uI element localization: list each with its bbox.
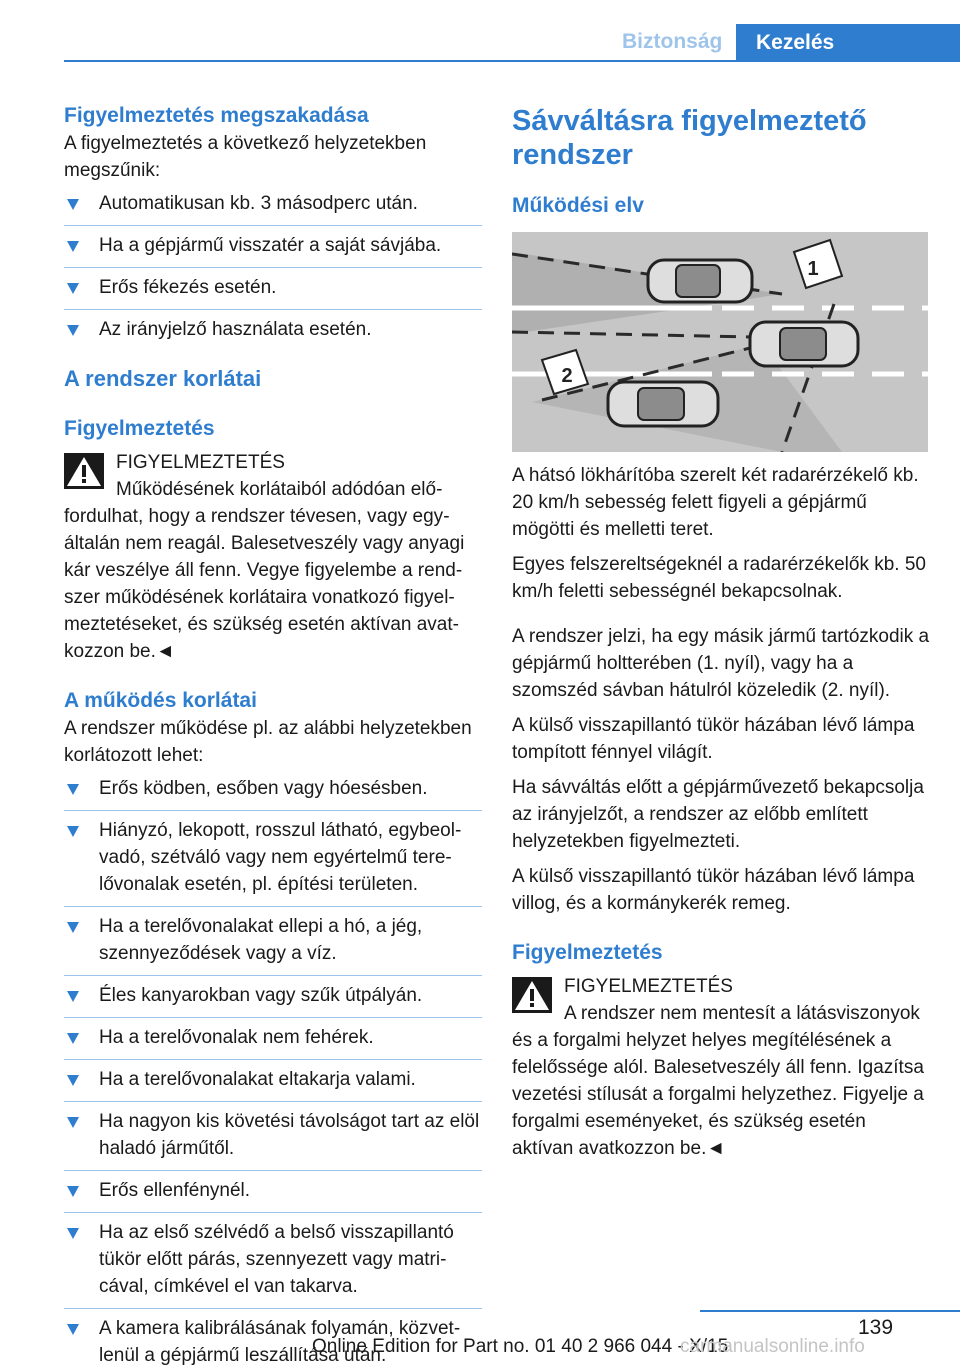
triangle-bullet-icon: [67, 922, 79, 933]
triangle-bullet-icon: [67, 1033, 79, 1044]
triangle-bullet-icon: [67, 325, 79, 336]
paragraph-interrupt: A figyelmeztetés a következő helyzetekben megszűnik:: [64, 133, 427, 181]
heading-warning-right: Figyelmeztetés: [512, 941, 663, 964]
footer-edition: Online Edition for Part no. 01 40 2 966 044 - X/15: [312, 1336, 729, 1357]
watermark: carmanualsonline.info: [680, 1336, 865, 1357]
paragraph-2: Egyes felszereltségeknél a radarérzékelők kb. 50 km/h feletti sebességnél bekapcsolnak.: [512, 554, 927, 602]
lane-change-illustration: [512, 232, 928, 452]
paragraph-1: A hátsó lökhárítóba szerelt két radarérzékelő kb. 20 km/h sebesség felett figyeli a gépjármű mögötti és melletti teret.: [512, 465, 919, 540]
warning-text: Működésének korlátaiból adódóan előfordulhat, hogy a rendszer tévesen, vagy egyáltalán nem reagál. Balesetveszély vagy anyagi kár veszélye áll fenn. Vegye figyelembe a rendszer működésének korlátaira vonatkozó figyelmeztetéseket, és szükség esetén aktívan avatkozzon be.◄: [64, 479, 465, 662]
right-column: [512, 104, 930, 220]
heading-interrupt: Figyelmeztetés megszakadása: [64, 104, 369, 127]
interrupt-list: [64, 190, 482, 343]
triangle-bullet-icon: [67, 826, 79, 837]
paragraph-4: A külső visszapillantó tükör házában lévő lámpa tompított fénnyel világít.: [512, 715, 915, 763]
triangle-bullet-icon: [67, 283, 79, 294]
heading-principle: Működési elv: [512, 194, 644, 217]
triangle-bullet-icon: [67, 1075, 79, 1086]
triangle-bullet-icon: [67, 991, 79, 1002]
list-item: A kamera kalibrálásának folyamán, közvetlenül a gépjármű leszállítása után.: [64, 1315, 482, 1369]
limits-list: [64, 775, 482, 1369]
paragraph-5: Ha sávváltás előtt a gépjárművezető bekapcsolja az irányjelzőt, a rendszer az előbb említett helyzetekben figyelmezteti.: [512, 777, 924, 852]
triangle-bullet-icon: [67, 1117, 79, 1128]
triangle-bullet-icon: [67, 1186, 79, 1197]
left-column: [64, 102, 482, 1369]
warning-triangle-icon: [64, 453, 104, 489]
header-section-biztonsag[interactable]: Biztonság: [622, 30, 723, 53]
heading-func-limits: A működés korlátai: [64, 689, 257, 712]
paragraph-func-limits: A rendszer működése pl. az alábbi helyzetekben korlátozott lehet:: [64, 718, 472, 766]
footer-rule: [700, 1310, 960, 1312]
right-column-body: [512, 462, 930, 1162]
heading-warning: Figyelmeztetés: [64, 417, 215, 440]
paragraph-3: A rendszer jelzi, ha egy másik jármű tartózkodik a gépjármű holtterében (1. nyíl), vagy ha a szomszéd sávban hátulról közeledik (2. nyíl).: [512, 626, 930, 701]
triangle-bullet-icon: [67, 199, 79, 210]
header-section-kezeles[interactable]: Kezelés: [736, 24, 960, 62]
list-item: Éles kanyarokban vagy szűk útpályán.: [64, 982, 482, 1009]
list-item: Erős ködben, esőben vagy hóesésben.: [64, 775, 482, 802]
triangle-bullet-icon: [67, 241, 79, 252]
paragraph-6: A külső visszapillantó tükör házában lévő lámpa villog, és a kormánykerék remeg.: [512, 866, 915, 914]
list-item: Az irányjelző használata esetén.: [64, 316, 482, 343]
triangle-bullet-icon: [67, 1324, 79, 1335]
warning-block-right: [512, 973, 930, 1162]
list-item: Ha a terelővonalakat ellepi a hó, a jég, szennyeződések vagy a víz.: [64, 913, 482, 967]
heading-limits: A rendszer korlátai: [64, 366, 262, 391]
list-item: Erős ellenfénynél.: [64, 1177, 482, 1204]
page-number: 139: [858, 1316, 894, 1339]
car-ego: [750, 322, 858, 366]
warning-triangle-icon: [512, 977, 552, 1013]
badge-label-2: 2: [561, 365, 573, 387]
page-title: Sávváltásra figyelmeztető rendszer: [512, 105, 867, 171]
lane-diagram-svg: [512, 232, 928, 452]
list-item: Automatikusan kb. 3 másodperc után.: [64, 190, 482, 217]
list-item: Hiányzó, lekopott, rosszul látható, egybeolvadó, szétváló vagy nem egyértelmű terelővonalak esetén, pl. építési területen.: [64, 817, 482, 898]
warning-title: FIGYELMEZTETÉS: [116, 452, 285, 473]
list-item: Ha a gépjármű visszatér a saját sávjába.: [64, 232, 482, 259]
warning-text-right: A rendszer nem mentesít a látásviszonyok és a forgalmi helyzet helyes megítélésének a felelőssége alól. Balesetveszély áll fenn. Igazítsa vezetési stílusát a forgalmi helyzethez. Figyelje a forgalmi eseményeket, és szükség esetén aktívan avatkozzon be.◄: [512, 1003, 924, 1159]
triangle-bullet-icon: [67, 784, 79, 795]
car-1: [648, 260, 752, 302]
list-item: Ha nagyon kis követési távolságot tart az elöl haladó járműtől.: [64, 1108, 482, 1162]
list-item: Ha a terelővonalak nem fehérek.: [64, 1024, 482, 1051]
badge-label-1: 1: [807, 258, 819, 280]
list-item: Erős fékezés esetén.: [64, 274, 482, 301]
header-rule: [64, 60, 960, 62]
warning-title-right: FIGYELMEZTETÉS: [564, 976, 733, 997]
triangle-bullet-icon: [67, 1228, 79, 1239]
list-item: Ha az első szélvédő a belső visszapillantó tükör előtt párás, szennyezett vagy matricával, címkével el van takarva.: [64, 1219, 482, 1300]
car-2: [608, 382, 718, 426]
warning-block: [64, 449, 482, 665]
list-item: Ha a terelővonalakat eltakarja valami.: [64, 1066, 482, 1093]
